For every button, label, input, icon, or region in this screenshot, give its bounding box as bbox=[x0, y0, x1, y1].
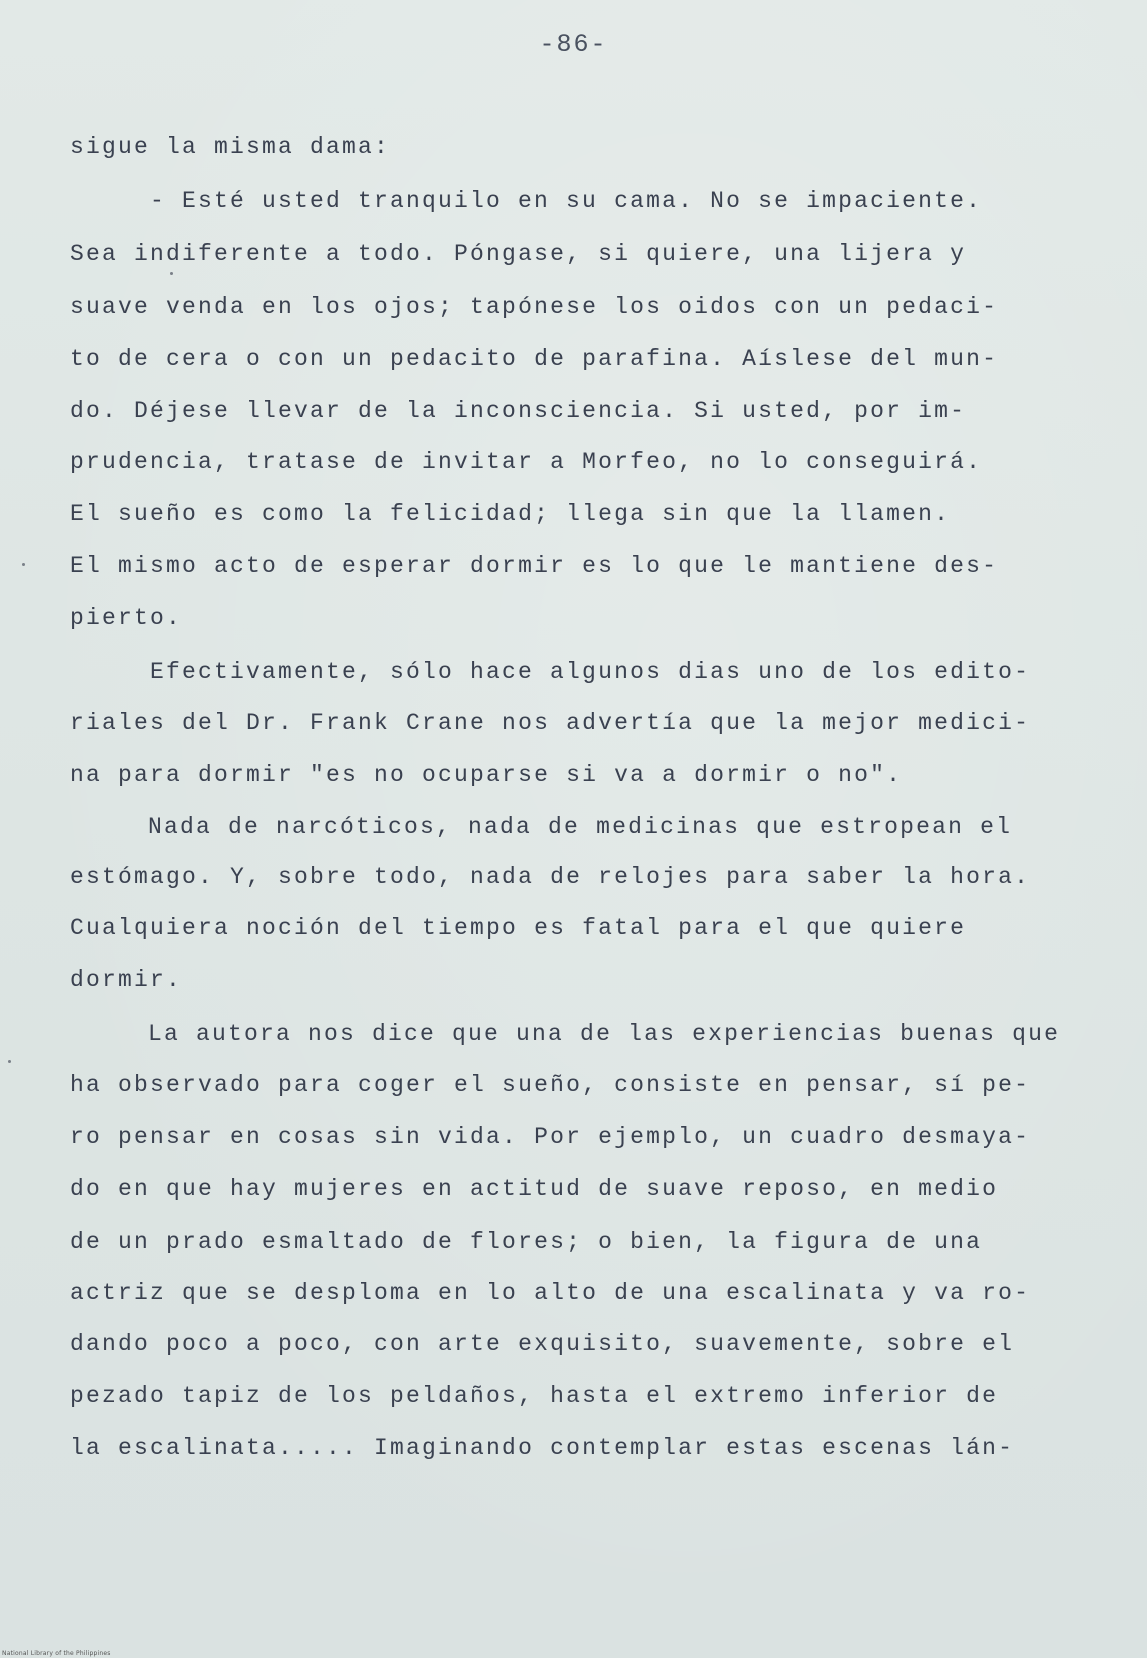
text-line: actriz que se desploma en lo alto de una escalinata y va ro- bbox=[70, 1280, 1031, 1306]
text-line: riales del Dr. Frank Crane nos advertía que la mejor medici- bbox=[70, 710, 1031, 736]
text-line: ro pensar en cosas sin vida. Por ejemplo, un cuadro desmaya- bbox=[70, 1124, 1031, 1150]
paper-speck bbox=[8, 1060, 11, 1063]
text-line: na para dormir "es no ocuparse si va a dormir o no". bbox=[70, 762, 903, 788]
text-line: sigue la misma dama: bbox=[70, 134, 391, 160]
page-number: -86- bbox=[539, 30, 608, 59]
text-line: de un prado esmaltado de flores; o bien, la figura de una bbox=[70, 1229, 983, 1255]
text-line: El mismo acto de esperar dormir es lo que le mantiene des- bbox=[70, 553, 999, 579]
text-line: Sea indiferente a todo. Póngase, si quiere, una lijera y bbox=[70, 241, 967, 267]
footer-credit: National Library of the Philippines bbox=[2, 1650, 111, 1657]
text-line: la escalinata..... Imaginando contemplar estas escenas lán- bbox=[70, 1435, 1015, 1461]
text-line: - Esté usted tranquilo en su cama. No se impaciente. bbox=[150, 188, 983, 214]
text-line: ha observado para coger el sueño, consiste en pensar, sí pe- bbox=[70, 1072, 1031, 1098]
text-line: Efectivamente, sólo hace algunos dias uno de los edito- bbox=[150, 659, 1031, 685]
text-line: La autora nos dice que una de las experiencias buenas que bbox=[148, 1021, 1061, 1047]
text-line: to de cera o con un pedacito de parafina. Aíslese del mun- bbox=[70, 346, 999, 372]
text-line: pezado tapiz de los peldaños, hasta el extremo inferior de bbox=[70, 1383, 999, 1409]
paper-speck bbox=[170, 272, 173, 275]
text-line: do en que hay mujeres en actitud de suave reposo, en medio bbox=[70, 1176, 999, 1202]
text-line: dando poco a poco, con arte exquisito, suavemente, sobre el bbox=[70, 1331, 1015, 1357]
text-line: suave venda en los ojos; tapónese los oidos con un pedaci- bbox=[70, 294, 999, 320]
text-line: Nada de narcóticos, nada de medicinas que estropean el bbox=[148, 814, 1013, 840]
text-line: do. Déjese llevar de la inconsciencia. Si usted, por im- bbox=[70, 398, 967, 424]
text-line: prudencia, tratase de invitar a Morfeo, no lo conseguirá. bbox=[70, 449, 983, 475]
text-line: dormir. bbox=[70, 967, 183, 993]
paper-speck bbox=[22, 563, 25, 566]
text-line: pierto. bbox=[70, 605, 183, 631]
text-line: estómago. Y, sobre todo, nada de relojes para saber la hora. bbox=[70, 864, 1031, 890]
text-line: El sueño es como la felicidad; llega sin que la llamen. bbox=[70, 501, 951, 527]
text-line: Cualquiera noción del tiempo es fatal para el que quiere bbox=[70, 915, 967, 941]
